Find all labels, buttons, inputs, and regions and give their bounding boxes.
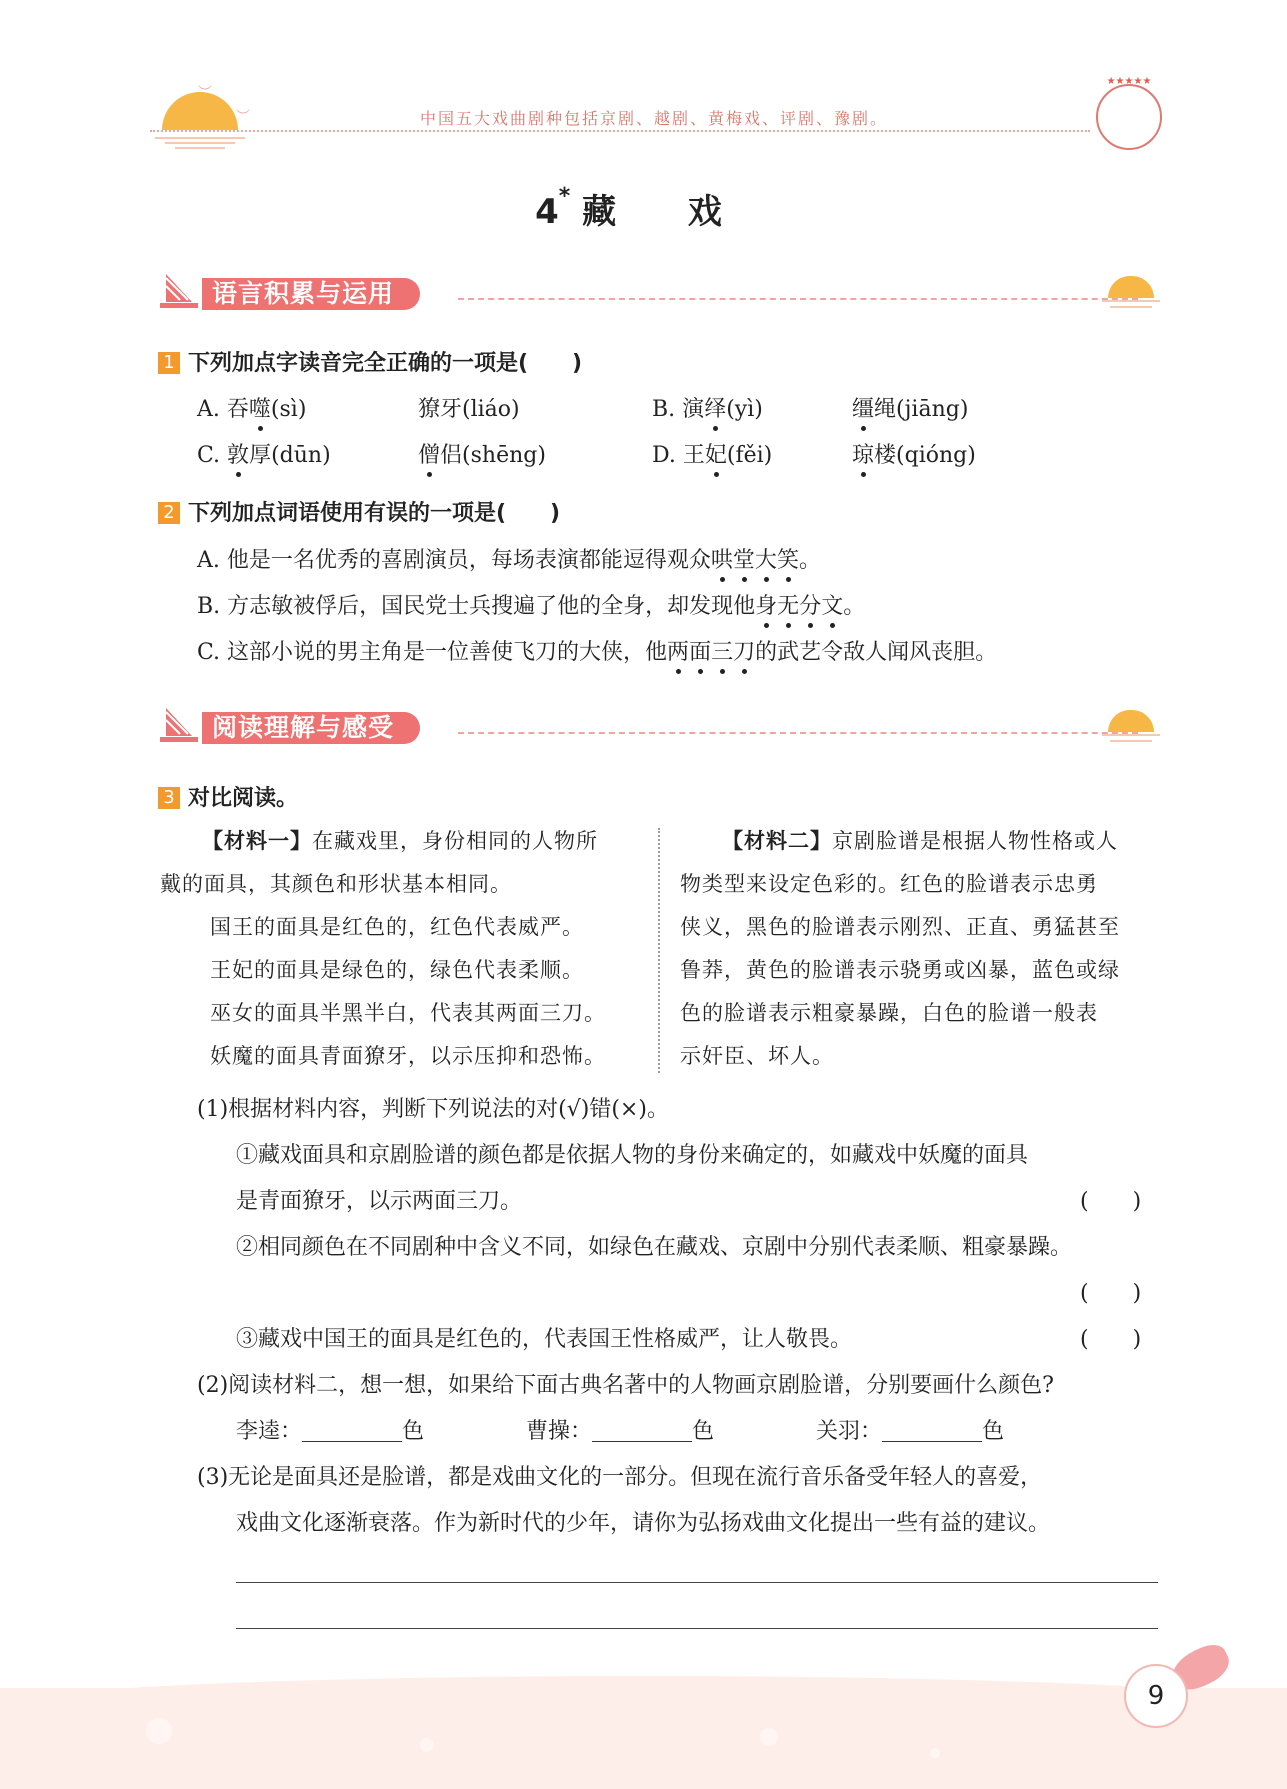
option-label: B. — [652, 397, 676, 422]
section-banner-reading — [158, 706, 1158, 750]
material-line: 国王的面具是红色的，红色代表威严。 — [210, 915, 584, 939]
sub-question-3-line1: (3)无论是面具还是脸谱，都是戏曲文化的一部分。但现在流行音乐备受年轻人的喜爱， — [197, 1465, 1043, 1490]
footer-background — [0, 1688, 1287, 1789]
bird-icon: ︶ — [236, 109, 250, 125]
material-line: 侠义，黑色的脸谱表示刚烈、正直、勇猛甚至 — [680, 915, 1120, 939]
sun-decoration — [1108, 710, 1154, 732]
header-dotted-line — [150, 130, 1090, 132]
question-text: 下列加点字读音完全正确的一项是( ) — [188, 351, 583, 376]
bubble-decoration — [760, 1728, 778, 1746]
section-title: 阅读理解与感受 — [202, 712, 420, 744]
bubble-decoration — [930, 1748, 940, 1758]
section-title: 语言积累与运用 — [202, 278, 420, 310]
answer-line[interactable] — [236, 1582, 1158, 1583]
fill-guan-yu: 关羽： 色 — [816, 1419, 1005, 1444]
answer-paren[interactable]: ( ) — [1080, 1327, 1142, 1352]
fill-blank[interactable] — [882, 1417, 982, 1442]
q1-option-c-word2: 僧侣(shēng) — [418, 443, 546, 468]
question-number-badge: 2 — [158, 502, 180, 524]
pinyin: (dūn) — [271, 443, 331, 468]
option-label: D. — [652, 443, 676, 468]
option-label: C. — [197, 443, 221, 468]
material-tag: 【材料二】 — [722, 829, 832, 853]
dotted-phrase: 身无分文 — [755, 594, 844, 619]
q1-option-a-word2: 獠牙(liáo) — [418, 397, 520, 422]
material-one: 【材料一】在藏戏里，身份相同的人物所 戴的面具，其颜色和形状基本相同。 国王的面具是红色的，红色代表威严。 王妃的面具是绿色的，绿色代表柔顺。 巫女的面具半黑半白，代表其两面三刀。 妖魔的面具青面獠牙，以示压抑和恐怖。 — [160, 820, 650, 1078]
judgement-1-line2: 是青面獠牙，以示两面三刀。 — [236, 1189, 523, 1214]
question-number-badge: 3 — [158, 787, 180, 809]
pinyin: (sì) — [270, 397, 307, 422]
material-line: 鲁莽，黄色的脸谱表示骁勇或凶暴，蓝色或绿 — [680, 958, 1120, 982]
bubble-decoration — [146, 1718, 172, 1744]
material-line: 色的脸谱表示粗豪暴躁，白色的脸谱一般表 — [680, 1001, 1098, 1025]
material-line: 物类型来设定色彩的。红色的脸谱表示忠勇 — [680, 872, 1098, 896]
sun-reflection-decoration — [1110, 740, 1152, 742]
fill-blank[interactable] — [592, 1417, 692, 1442]
question-number-badge: 1 — [158, 352, 180, 374]
question-3-prompt — [158, 781, 298, 812]
page-number: 9 — [1124, 1664, 1188, 1728]
sailboat-icon — [158, 272, 198, 312]
material-line: 戴的面具，其颜色和形状基本相同。 — [160, 872, 512, 896]
stamp-stars-icon: ★★★★★ — [1106, 76, 1152, 87]
fill-cao-cao: 曹操： 色 — [526, 1419, 715, 1444]
q1-option-d[interactable]: D. 王妃(fěi) — [652, 443, 773, 468]
fill-blank[interactable] — [302, 1417, 402, 1442]
lesson-title-text: 藏 戏 — [582, 192, 752, 232]
answer-paren[interactable]: ( ) — [1080, 1281, 1142, 1306]
judgement-1-line1: ①藏戏面具和京剧脸谱的颜色都是依据人物的身份来确定的，如藏戏中妖魔的面具 — [236, 1143, 1029, 1168]
answer-paren[interactable]: ( ) — [1080, 1189, 1142, 1214]
sun-decoration — [1108, 276, 1154, 298]
judgement-3: ③藏戏中国王的面具是红色的，代表国王性格威严，让人敬畏。 — [236, 1327, 853, 1352]
material-line: 示奸臣、坏人。 — [680, 1044, 834, 1068]
question-text: 对比阅读。 — [188, 786, 299, 811]
pinyin: (yì) — [726, 397, 763, 422]
q1-option-d-word2: 琼楼(qióng) — [852, 443, 976, 468]
sailboat-icon — [158, 706, 198, 746]
q1-option-a[interactable]: A. 吞噬(sì) — [197, 397, 307, 422]
answer-line[interactable] — [236, 1628, 1158, 1629]
q2-option-c[interactable]: C. 这部小说的男主角是一位善使飞刀的大侠，他两面三刀的武艺令敌人闻风丧胆。 — [197, 640, 998, 665]
sub-question-3-line2: 戏曲文化逐渐衰落。作为新时代的少年，请你为弘扬戏曲文化提出一些有益的建议。 — [236, 1511, 1051, 1536]
material-tag: 【材料一】 — [202, 829, 312, 853]
q1-option-c[interactable]: C. 敦厚(dūn) — [197, 443, 331, 468]
section-banner-language — [158, 272, 1158, 316]
material-two: 【材料二】京剧脸谱是根据人物性格或人 物类型来设定色彩的。红色的脸谱表示忠勇 侠义，黑色的脸谱表示刚烈、正直、勇猛甚至 鲁莽，黄色的脸谱表示骁勇或凶暴，蓝色或绿 色的脸谱表示粗豪暴躁，白色的脸谱一般表 示奸臣、坏人。 — [680, 820, 1170, 1078]
sub-question-1: (1)根据材料内容，判断下列说法的对(√)错(×)。 — [197, 1097, 669, 1122]
brand-stamp-logo — [1096, 84, 1162, 150]
dotted-phrase: 哄堂大笑 — [710, 548, 799, 573]
pinyin: (fěi) — [726, 443, 773, 468]
material-line: 妖魔的面具青面獠牙，以示压抑和恐怖。 — [210, 1044, 606, 1068]
q1-option-b-word2: 缰绳(jiāng) — [852, 397, 969, 422]
column-divider — [658, 828, 660, 1073]
question-2-prompt — [158, 496, 560, 527]
question-1-prompt — [158, 346, 582, 377]
bubble-decoration — [420, 1738, 434, 1752]
q1-option-b[interactable]: B. 演绎(yì) — [652, 397, 763, 422]
section-dashed-line — [458, 298, 1138, 300]
fill-li-kui: 李逵： 色 — [236, 1419, 425, 1444]
sun-reflection-decoration — [1102, 300, 1160, 302]
header-subtitle: 中国五大戏曲剧种包括京剧、越剧、黄梅戏、评剧、豫剧。 — [420, 109, 889, 128]
option-label: A. — [197, 397, 220, 422]
sub-question-2: (2)阅读材料二，想一想，如果给下面古典名著中的人物画京剧脸谱，分别要画什么颜色? — [197, 1373, 1054, 1398]
judgement-2-line1: ②相同颜色在不同剧种中含义不同，如绿色在藏戏、京剧中分别代表柔顺、粗豪暴躁。 — [236, 1235, 1073, 1260]
lesson-marker: * — [558, 184, 571, 209]
section-dashed-line — [458, 732, 1138, 734]
question-text: 下列加点词语使用有误的一项是( ) — [188, 501, 561, 526]
material-line: 巫女的面具半黑半白，代表其两面三刀。 — [210, 1001, 606, 1025]
bird-icon: ︶ — [198, 85, 212, 101]
lesson-number: 4 — [535, 192, 559, 232]
q2-option-b[interactable]: B. 方志敏被俘后，国民党士兵搜遍了他的全身，却发现他身无分文。 — [197, 594, 866, 619]
sun-reflection-decoration — [1110, 306, 1152, 308]
q2-option-a[interactable]: A. 他是一名优秀的喜剧演员，每场表演都能逗得观众哄堂大笑。 — [197, 548, 821, 573]
sun-reflection-decoration — [1102, 734, 1160, 736]
lesson-title — [0, 184, 1287, 233]
material-line: 王妃的面具是绿色的，绿色代表柔顺。 — [210, 958, 584, 982]
sun-reflection-decoration — [150, 134, 250, 152]
dotted-phrase: 两面三刀 — [667, 640, 756, 665]
